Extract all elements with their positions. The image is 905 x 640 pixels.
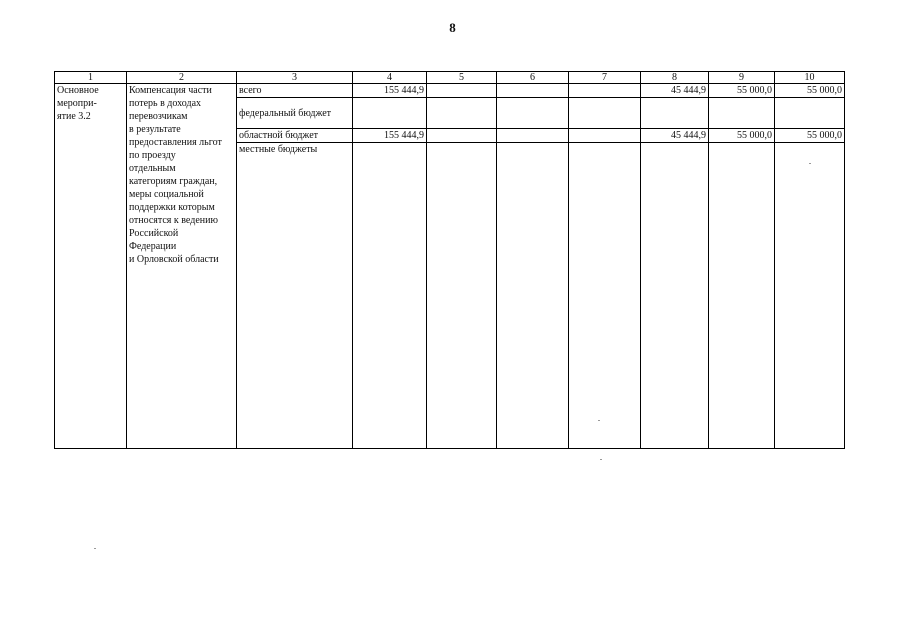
- column-number: 2: [127, 72, 237, 84]
- column-number: 8: [641, 72, 709, 84]
- value-cell: 45 444,9: [641, 84, 709, 98]
- description-line: и Орловской области: [129, 254, 219, 265]
- value-cell: [775, 143, 845, 449]
- value-cell: 45 444,9: [641, 129, 709, 143]
- column-number: 5: [427, 72, 497, 84]
- column-number: 3: [237, 72, 353, 84]
- value-cell: [427, 129, 497, 143]
- scan-speck: [600, 459, 602, 460]
- description-line: относятся к ведению: [129, 215, 218, 226]
- value-cell: [775, 98, 845, 129]
- measure-name-line: меропри-: [57, 98, 97, 109]
- value-cell: [569, 98, 641, 129]
- value-cell: 155 444,9: [353, 84, 427, 98]
- page-number: 8: [449, 20, 456, 35]
- column-number: 1: [55, 72, 127, 84]
- value-cell: [497, 129, 569, 143]
- description-line: перевозчикам: [129, 111, 188, 122]
- value-cell: 55 000,0: [709, 129, 775, 143]
- table-row: [55, 84, 845, 98]
- description-line: Российской: [129, 228, 179, 239]
- value-cell: 155 444,9: [353, 129, 427, 143]
- column-number: 4: [353, 72, 427, 84]
- value-cell: [709, 143, 775, 449]
- value-cell: [569, 143, 641, 449]
- scan-speck: [94, 548, 96, 549]
- funding-source-cell: федеральный бюджет: [237, 98, 353, 129]
- value-cell: [353, 143, 427, 449]
- description-line: отдельным: [129, 163, 176, 174]
- column-number-row: [55, 72, 845, 84]
- measure-name-line: Основное: [57, 85, 99, 96]
- value-cell: [709, 98, 775, 129]
- value-cell: 55 000,0: [709, 84, 775, 98]
- description-line: меры социальной: [129, 189, 204, 200]
- value-cell: [497, 143, 569, 449]
- column-number: 7: [569, 72, 641, 84]
- funding-source-cell: областной бюджет: [237, 129, 353, 143]
- column-number: 9: [709, 72, 775, 84]
- scan-speck: [809, 163, 811, 164]
- measure-name-cell: [55, 84, 127, 449]
- column-number: 6: [497, 72, 569, 84]
- value-cell: [427, 98, 497, 129]
- value-cell: 55 000,0: [775, 84, 845, 98]
- column-number: 10: [775, 72, 845, 84]
- description-line: категориям граждан,: [129, 176, 218, 187]
- description-line: предоставления льгот: [129, 137, 222, 148]
- funding-source-cell: всего: [237, 84, 353, 98]
- budget-table: [54, 71, 845, 449]
- value-cell: [641, 98, 709, 129]
- value-cell: 55 000,0: [775, 129, 845, 143]
- value-cell: [569, 84, 641, 98]
- value-cell: [497, 98, 569, 129]
- value-cell: [569, 129, 641, 143]
- description-line: по проезду: [129, 150, 176, 161]
- description-line: поддержки которым: [129, 202, 215, 213]
- measure-name-line: ятие 3.2: [57, 111, 91, 122]
- description-line: Федерации: [129, 241, 177, 252]
- description-line: потерь в доходах: [129, 98, 202, 109]
- value-cell: [353, 98, 427, 129]
- description-line: Компенсация части: [129, 85, 212, 96]
- measure-description-cell: [127, 84, 237, 449]
- value-cell: [427, 84, 497, 98]
- value-cell: [427, 143, 497, 449]
- value-cell: [641, 143, 709, 449]
- scan-speck: [598, 420, 600, 421]
- funding-source-cell: местные бюджеты: [237, 143, 353, 449]
- description-line: в результате: [129, 124, 181, 135]
- value-cell: [497, 84, 569, 98]
